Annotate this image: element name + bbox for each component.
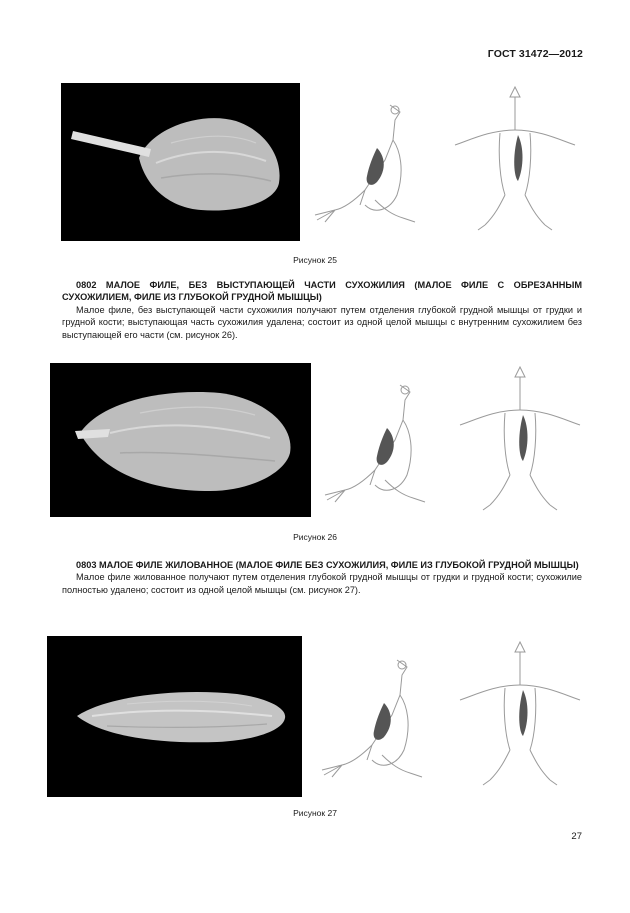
section-0803	[62, 559, 582, 596]
skeleton-front-view-figure-27	[455, 640, 585, 790]
fillet-photo-figure-26	[50, 363, 311, 517]
section-heading: 0802 МАЛОЕ ФИЛЕ, БЕЗ ВЫСТУПАЮЩЕЙ ЧАСТИ СУХОЖИЛИЯ (МАЛОЕ ФИЛЕ С ОБРЕЗАННЫМ СУХОЖИЛИЕМ, ФИЛЕ ИЗ ГЛУБОКОЙ ГРУДНОЙ МЫШЦЫ)	[62, 280, 582, 303]
skeleton-side-view-figure-27	[312, 655, 442, 785]
figure-caption-26: Рисунок 26	[293, 532, 337, 542]
fillet-photo-figure-27	[47, 636, 302, 797]
figure-caption-27: Рисунок 27	[293, 808, 337, 818]
document-standard-header: ГОСТ 31472—2012	[487, 48, 583, 60]
skeleton-front-view-figure-25	[450, 85, 580, 235]
section-heading: 0803 МАЛОЕ ФИЛЕ ЖИЛОВАННОЕ (МАЛОЕ ФИЛЕ БЕЗ СУХОЖИЛИЯ, ФИЛЕ ИЗ ГЛУБОКОЙ ГРУДНОЙ МЫШЦЫ)	[76, 560, 579, 570]
section-body: Малое филе жилованное получают путем отделения глубокой грудной мышцы от грудки и грудной кости; сухожилие полностью удалено; состоит из одной целой мышцы (см. рисунок 27).	[62, 572, 582, 595]
section-body: Малое филе, без выступающей части сухожилия получают путем отделения глубокой грудной мышцы от грудки и грудной кости; выступающая часть сухожилия удалена; состоит из одной целой мышцы с внутренним сухожилием без выступающей его части (см. рисунок 26).	[62, 304, 582, 340]
skeleton-side-view-figure-26	[315, 380, 445, 510]
figure-caption-25: Рисунок 25	[293, 255, 337, 265]
page-number: 27	[571, 831, 582, 842]
fillet-photo-figure-25	[61, 83, 300, 241]
skeleton-front-view-figure-26	[455, 365, 585, 515]
skeleton-side-view-figure-25	[305, 100, 435, 230]
section-0802	[62, 279, 582, 341]
